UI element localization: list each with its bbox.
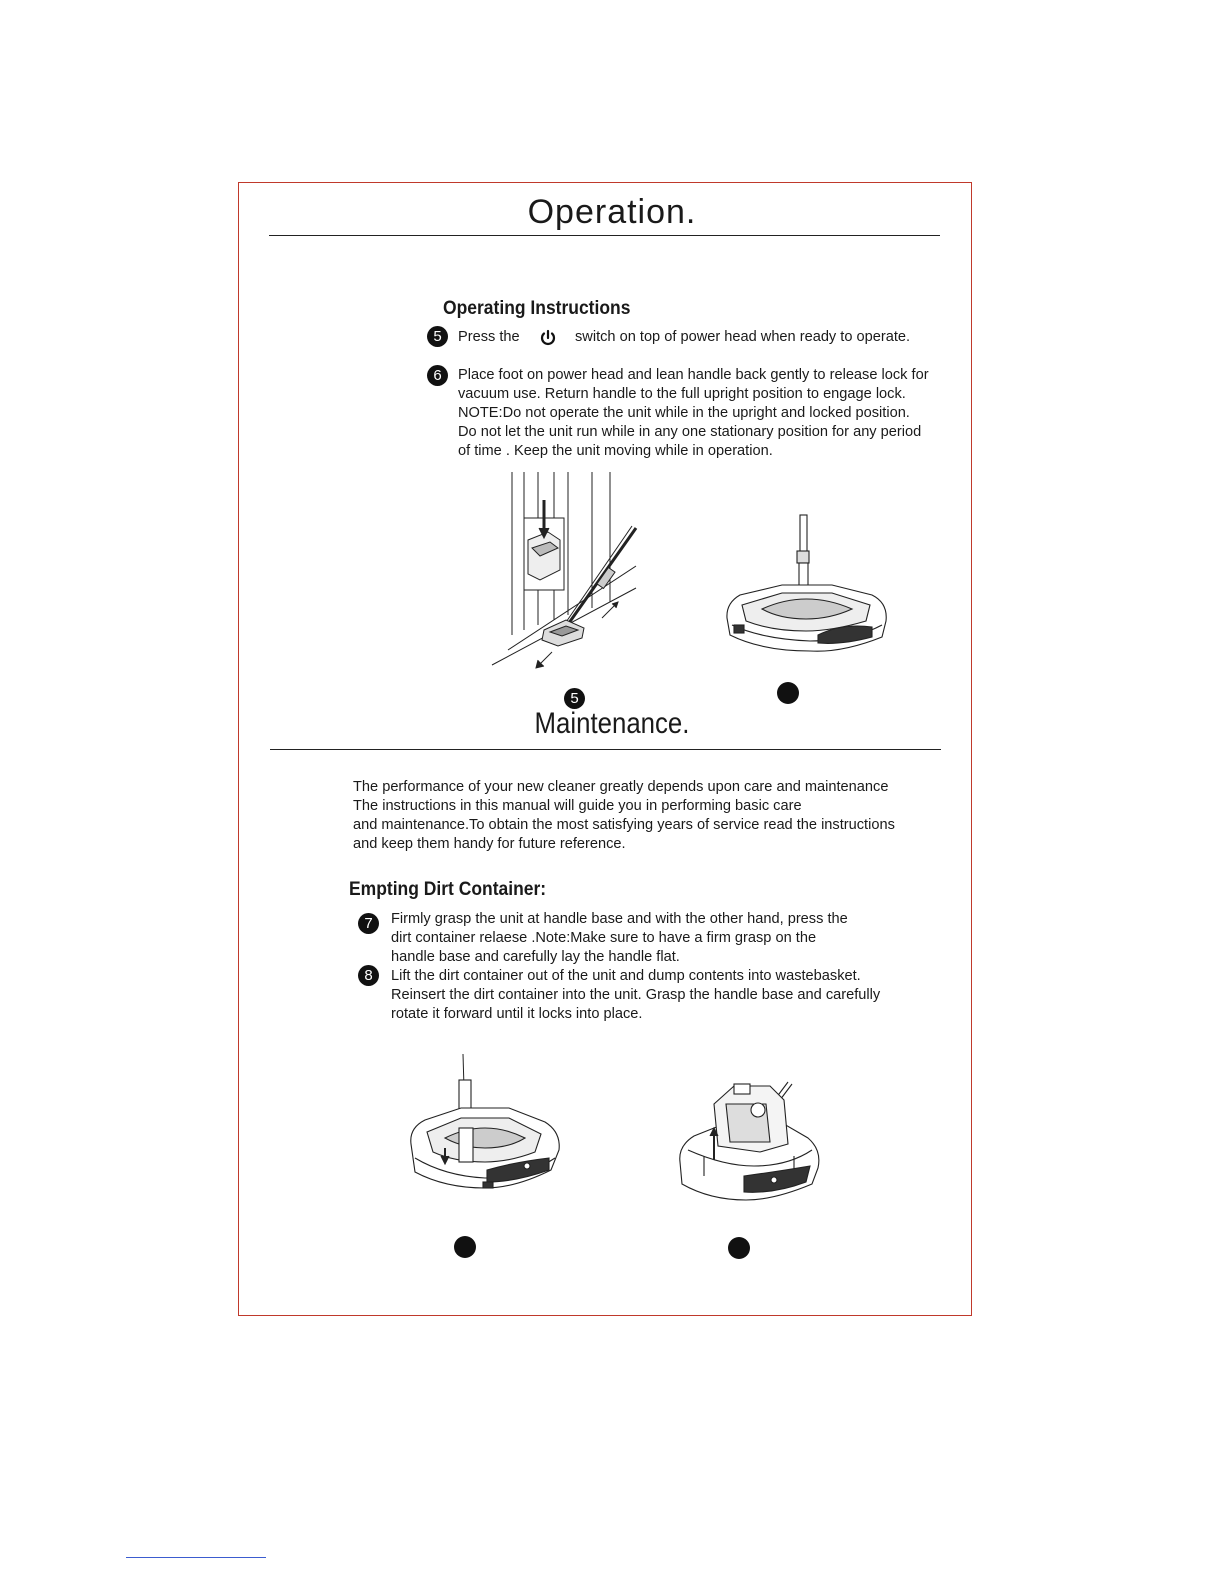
figure-upright-vacuum xyxy=(722,513,892,658)
maintenance-intro: The performance of your new cleaner greatly depends upon care and maintenance The instructions in this manual will guide you in performing basic care and maintenance.To obtain the most satisfying years of service read the instructions and keep them handy for future reference. xyxy=(353,779,895,852)
figure-8-badge xyxy=(728,1237,750,1259)
empting-dirt-container-heading: Empting Dirt Container: xyxy=(349,879,547,900)
step-8-text: Lift the dirt container out of the unit and dump contents into wastebasket. Reinsert the dirt container into the unit. Grasp the handle base and carefully rotate it forward until it locks into place. xyxy=(391,968,881,1022)
step-5-badge: 5 xyxy=(427,326,448,347)
step-7-text: Firmly grasp the unit at handle base and with the other hand, press the dirt container relaese .Note:Make sure to have a firm grasp on the handle base and carefully lay the handle flat. xyxy=(391,911,848,965)
footer-link-line xyxy=(126,1557,266,1558)
figure-7-badge xyxy=(454,1236,476,1258)
maintenance-title: Maintenance. xyxy=(534,707,690,740)
step-6-text: Place foot on power head and lean handle back gently to release lock for vacuum use. Return handle to the full upright position to engage lock. NOTE:Do not operate the unit while in the upright and locked position. Do not let the unit run while in any one stationary position for any period of time . Keep the unit moving while in operation. xyxy=(458,367,929,459)
step-5-prefix: Press the xyxy=(458,329,520,345)
power-icon xyxy=(539,329,557,347)
operating-instructions-heading: Operating Instructions xyxy=(443,298,631,319)
step-6-badge: 6 xyxy=(427,365,448,386)
step-7-badge: 7 xyxy=(358,913,379,934)
operation-divider xyxy=(269,235,940,236)
figure-press-release xyxy=(405,1052,563,1197)
figure-5-badge: 5 xyxy=(564,688,585,709)
figure-lean-handle xyxy=(488,470,644,675)
maintenance-divider xyxy=(270,749,941,750)
figure-lift-container xyxy=(674,1080,822,1205)
operation-title: Operation. xyxy=(527,193,697,231)
step-8-badge: 8 xyxy=(358,965,379,986)
figure-6-badge xyxy=(777,682,799,704)
step-5-text: switch on top of power head when ready to operate. xyxy=(575,329,911,345)
